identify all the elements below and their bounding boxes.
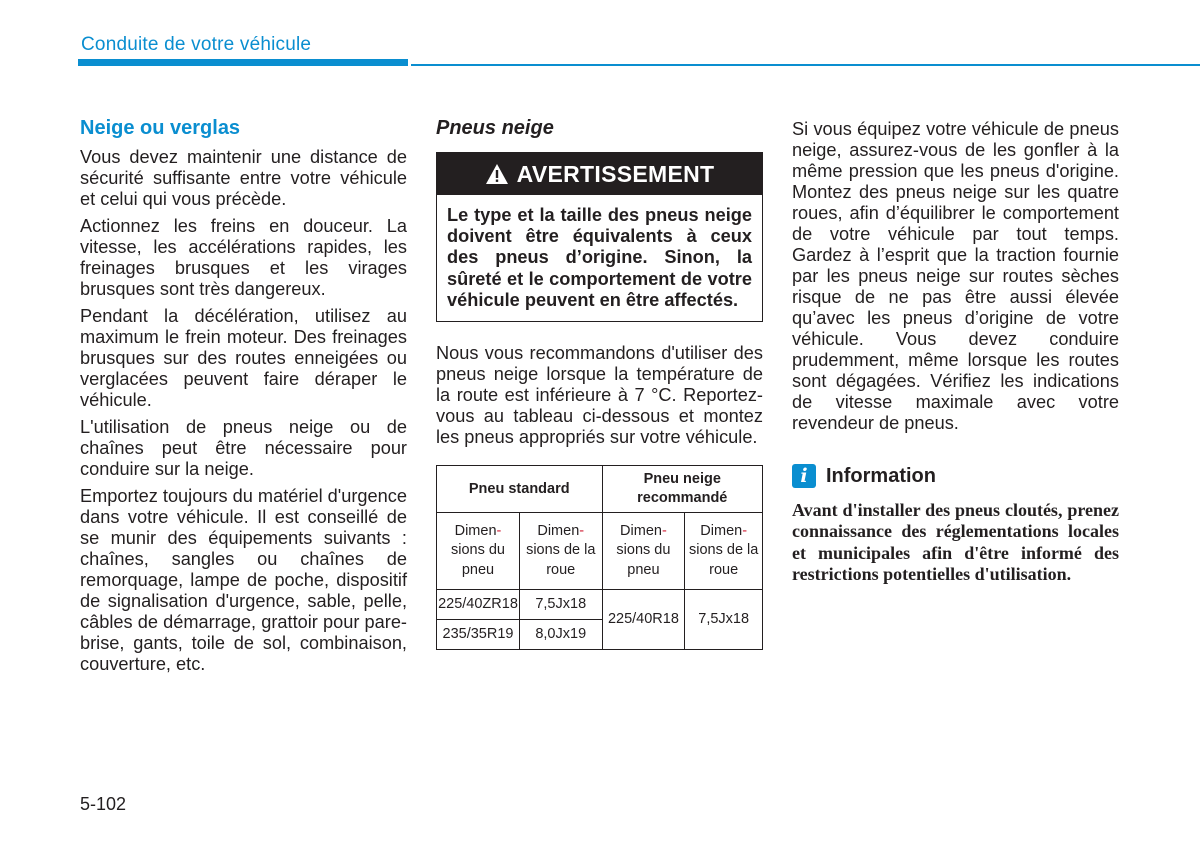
paragraph: Emportez toujours du matériel d'urgence dans votre véhicule. Il est conseillé de se munir des équipements suivants : chaînes, sangles ou chaînes de remorquage, lampe de poche, dispositif de signalisation d'urgence, sable, pelle, câbles de démarrage, grattoir pour pare-brise, gants, toile de sol, combinaison, couverture, etc. — [80, 486, 407, 674]
warning-text: Le type et la taille des pneus neige doivent être équivalents à ceux des pneus d’origine. Sinon, la sûreté et le comportement de votre véhicule peuvent en être affectés. — [447, 205, 752, 310]
paragraph: Vous devez maintenir une distance de sécurité suffisante entre votre véhicule et celui qui vous précède. — [80, 147, 407, 209]
header-rule-thin — [411, 64, 1200, 66]
paragraph: L'utilisation de pneus neige ou de chaînes peut être nécessaire pour conduire sur la neige. — [80, 417, 407, 479]
paragraph: Si vous équipez votre véhicule de pneus neige, assurez-vous de les gonfler à la même pression que les pneus d'origine. Montez des pneus neige sur les quatre roues, afin d’équilibrer le comportement de votre véhicule par tout temps. Gardez à l’esprit que la traction fournie par les pneus neige sur routes sèches risque de ne pas être aussi élevée qu’avec les pneus d’origine de votre véhicule. Vous devez conduire prudemment, même lorsque les routes sont dégagées. Vérifiez les indications de vitesse maximale avec votre revendeur de pneus. — [792, 119, 1119, 433]
table-row — [437, 590, 763, 620]
table-cell-recommended-tire: 225/40R18 — [602, 590, 685, 650]
warning-header — [437, 153, 762, 195]
column-left — [80, 112, 407, 681]
header-rule-thick — [78, 59, 408, 66]
table-header-standard: Pneu standard — [437, 466, 603, 513]
table-header-recommended-label: Pneu neige recommandé — [637, 471, 728, 507]
table-cell-recommended-wheel: 7,5Jx18 — [685, 590, 763, 650]
table-cell-dim-tire: Dimen- sions du pneu — [602, 513, 685, 590]
paragraph: Pendant la décélération, utilisez au maximum le frein moteur. Des freinages brusques sur des routes enneigées ou verglacées peuvent faire déraper le véhicule. — [80, 306, 407, 410]
table-cell-dim-wheel: Dimen- sions de la roue — [685, 513, 763, 590]
header-title: Conduite de votre véhicule — [81, 34, 312, 55]
information-text: Avant d'installer des pneus cloutés, prenez connaissance des réglementations locales et municipales afin d'être informé des restrictions potentielles d'utilisation. — [792, 500, 1119, 584]
info-icon: i — [792, 464, 816, 488]
warning-heading: AVERTISSEMENT — [516, 160, 715, 187]
table-cell: 235/35R19 — [437, 620, 520, 650]
paragraph: Nous vous recommandons d'utiliser des pneus neige lorsque la température de la route est inférieure à 7 °C. Reportez-vous au tableau ci-dessous et montez les pneus appropriés sur votre véhicule. — [436, 343, 763, 448]
page-number: 5-102 — [80, 794, 127, 814]
column-right — [792, 119, 1119, 585]
tire-size-table — [436, 465, 763, 650]
warning-box — [436, 152, 763, 322]
table-cell: 8,0Jx19 — [519, 620, 602, 650]
table-header-recommended — [602, 466, 762, 513]
information-header — [792, 464, 1119, 488]
warning-triangle-icon — [485, 163, 509, 185]
subsection-title-snow-tires: Pneus neige — [436, 117, 554, 139]
table-cell: 225/40ZR18 — [437, 590, 520, 620]
paragraph: Actionnez les freins en douceur. La vitesse, les accélérations rapides, les freinages brusques et les virages brusques sont très dangereux. — [80, 216, 407, 299]
column-middle — [436, 112, 763, 650]
table-cell-dim-tire: Dimen- sions du pneu — [437, 513, 520, 590]
table-cell: 7,5Jx18 — [519, 590, 602, 620]
section-title-snow-ice: Neige ou verglas — [80, 117, 241, 139]
information-title: Information — [826, 464, 936, 487]
table-cell-dim-wheel: Dimen- sions de la roue — [519, 513, 602, 590]
